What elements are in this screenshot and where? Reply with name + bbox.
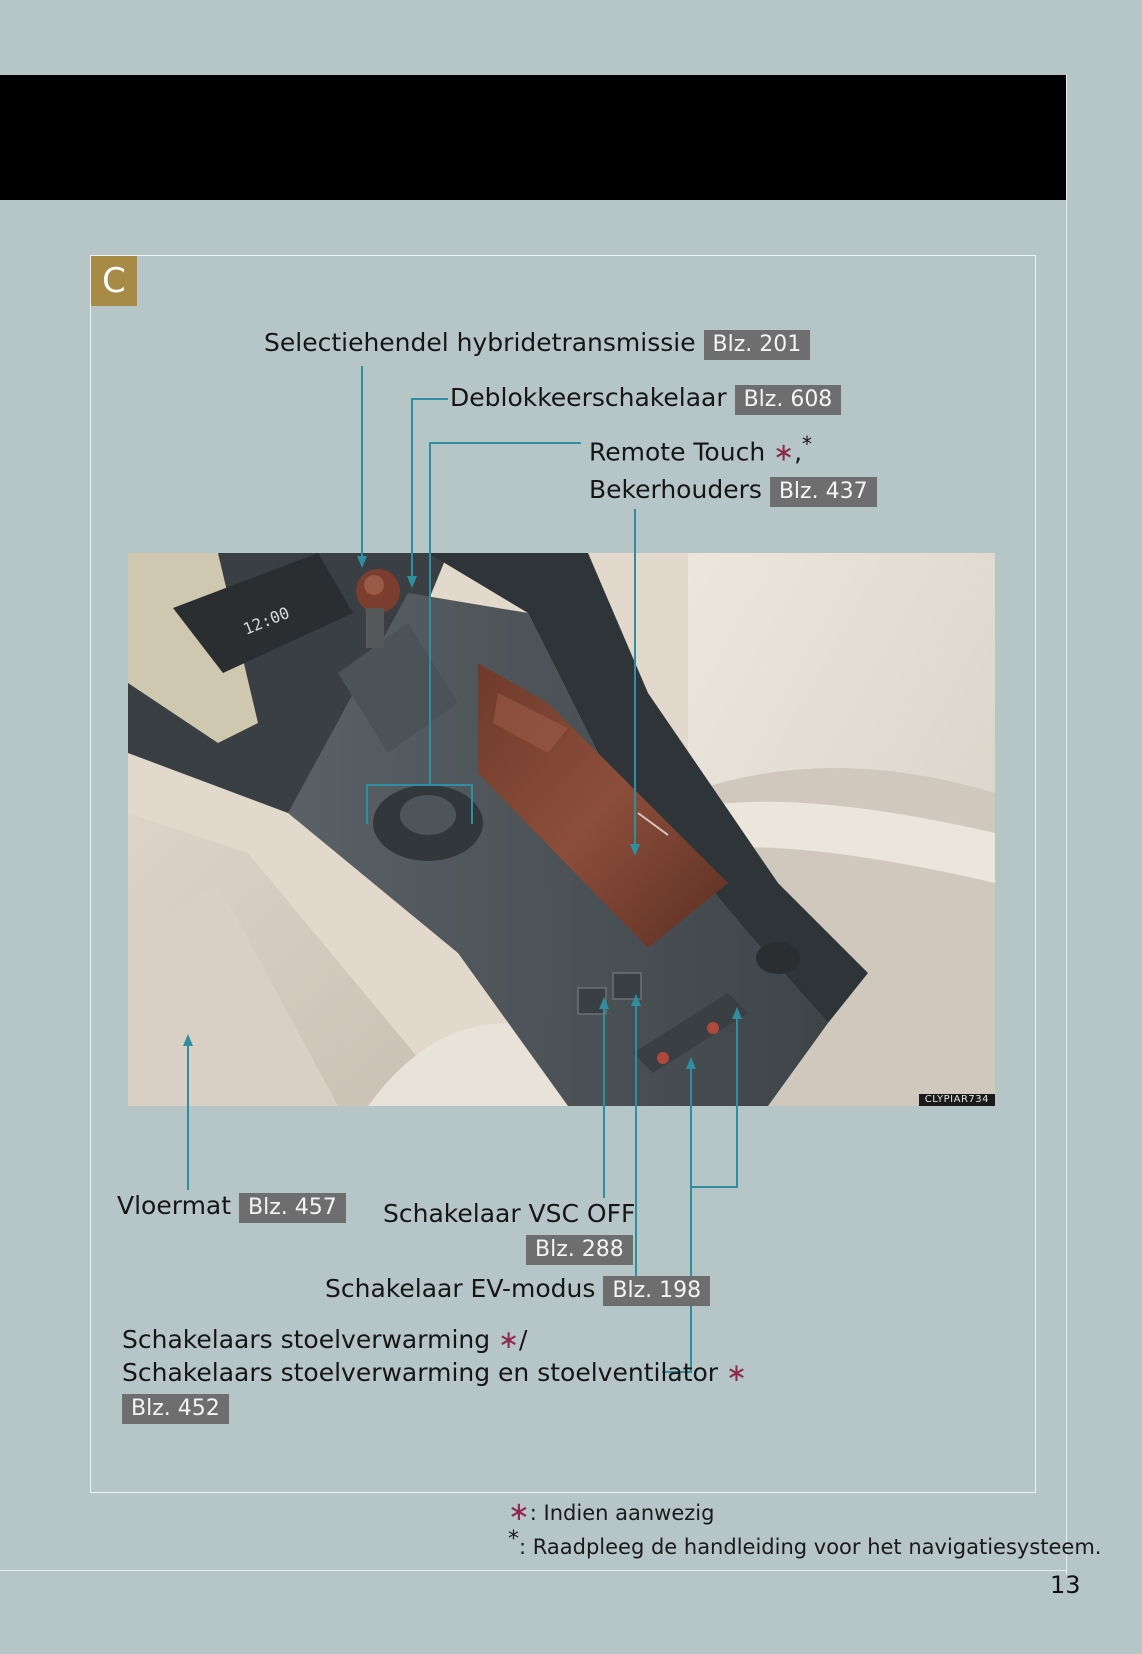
page-ref-link[interactable]: Blz. 288: [526, 1235, 633, 1265]
callout-bekerhouders: [589, 475, 877, 507]
callout-label: Bekerhouders: [589, 475, 762, 504]
page-ref-link[interactable]: Blz. 457: [239, 1193, 346, 1223]
callout-label: Schakelaars stoelverwarming en stoelventilator: [122, 1358, 727, 1387]
footnote-optional: [508, 1497, 714, 1527]
callout-deblokkeer: [450, 383, 841, 415]
footnote-navigation: [508, 1527, 1101, 1559]
callout-label: Schakelaar EV-modus: [325, 1274, 596, 1303]
callout-vsc-label: Schakelaar VSC OFF: [383, 1199, 636, 1228]
page-ref-link[interactable]: Blz. 201: [704, 330, 811, 360]
page-ref-link[interactable]: Blz. 437: [770, 477, 877, 507]
optional-asterisk: ∗: [508, 1497, 530, 1527]
console-illustration: [128, 553, 995, 1106]
callout-selectiehendel: [264, 328, 810, 360]
callout-stoel-page: [122, 1392, 229, 1424]
callout-label: Schakelaars stoelverwarming: [122, 1325, 499, 1354]
slash: /: [519, 1325, 528, 1354]
footnote-text: : Raadpleeg de handleiding voor het navigatiesysteem.: [519, 1535, 1102, 1559]
page-ref-link[interactable]: Blz. 608: [735, 385, 842, 415]
callout-vloermat: [117, 1191, 346, 1223]
optional-asterisk: ∗: [498, 1325, 520, 1354]
callout-label: Selectiehendel hybridetransmissie: [264, 328, 696, 357]
nav-asterisk: *: [802, 432, 813, 456]
footnote-text: : Indien aanwezig: [529, 1501, 715, 1525]
callout-label: Deblokkeerschakelaar: [450, 383, 727, 412]
image-code: CLYPIAR734: [919, 1094, 995, 1106]
callout-label: Vloermat: [117, 1191, 232, 1220]
center-console-photo: [128, 553, 995, 1106]
callout-stoel-line1: [122, 1325, 527, 1355]
callout-stoel-line2: [122, 1358, 747, 1388]
section-badge: C: [91, 256, 137, 306]
callout-vsc-page: [526, 1233, 633, 1265]
optional-asterisk: ∗: [726, 1358, 747, 1387]
nav-asterisk: *: [508, 1527, 519, 1552]
callout-remote-touch: [589, 429, 812, 467]
optional-asterisk: ∗: [773, 437, 795, 467]
header-band: [0, 75, 1067, 200]
page-edge-rule: [1066, 75, 1067, 1575]
page-ref-link[interactable]: Blz. 452: [122, 1394, 229, 1424]
footer-rule: [0, 1570, 1067, 1571]
comma: ,: [794, 437, 803, 467]
callout-label: Remote Touch: [589, 437, 766, 467]
page-ref-link[interactable]: Blz. 198: [603, 1276, 710, 1306]
clock-readout: 12:00: [240, 603, 293, 639]
callout-ev: [325, 1274, 710, 1306]
page-number: 13: [1050, 1571, 1081, 1599]
